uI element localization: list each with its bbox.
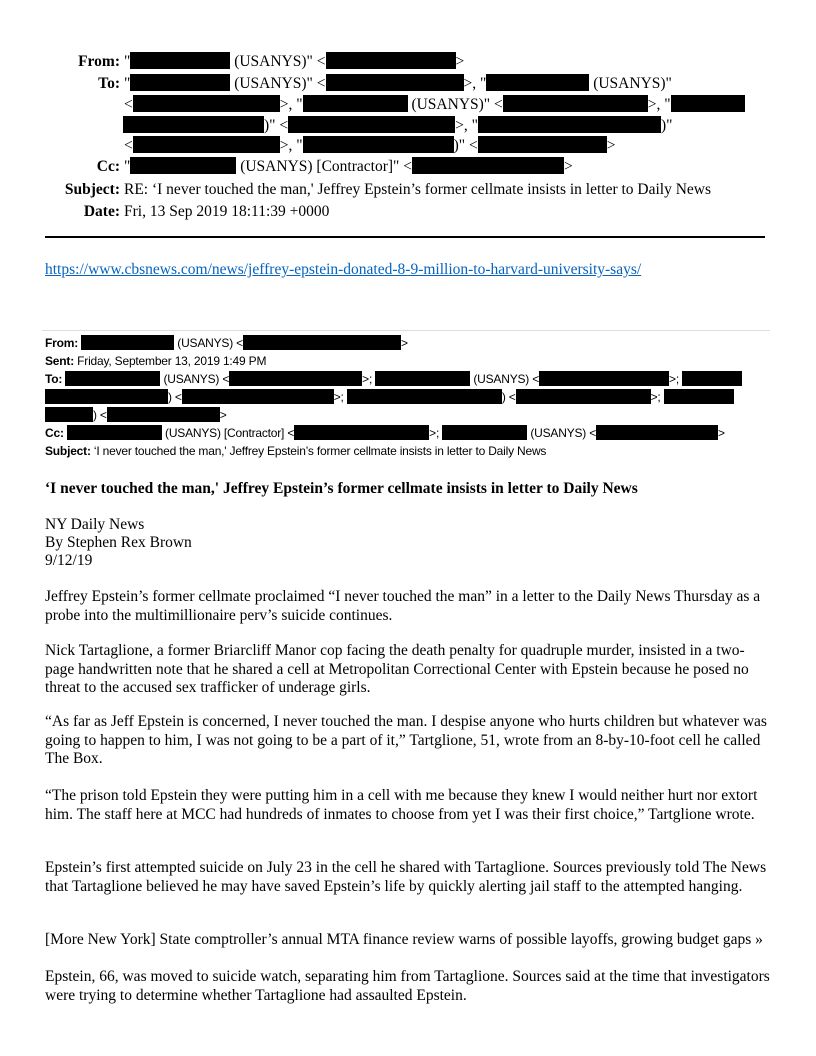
text: (USANYS) < (527, 426, 597, 440)
related-link[interactable]: [More New York] State comptroller’s annual MTA finance review warns of possible layoffs, growing budget gaps » (45, 931, 763, 948)
divider (42, 330, 770, 331)
redaction (486, 74, 589, 91)
text: (USANYS) < (174, 336, 243, 350)
redaction (539, 371, 669, 386)
from-value: " (USANYS)" < > (124, 53, 465, 70)
fwd-cc: Cc: (USANYS) [Contractor] < >; (USANYS) < > (45, 426, 725, 440)
redaction (182, 389, 334, 404)
fwd-subject (45, 443, 546, 460)
redaction (347, 389, 502, 404)
redaction (412, 157, 564, 174)
redaction (130, 157, 236, 174)
article-paragraph: “The prison told Epstein they were putting him in a cell with me because they knew I would neither hurt nor extort him. The staff here at MCC had hundreds of inmates to choose from yet I was their first choice,” Tartglione wrote. (45, 787, 758, 823)
redaction (133, 95, 280, 112)
redaction (229, 371, 362, 386)
article-link[interactable]: https://www.cbsnews.com/news/jeffrey-epstein-donated-8-9-million-to-harvard-university-says/ (45, 261, 642, 278)
redaction (375, 371, 470, 386)
cc-value: " (USANYS) [Contractor]" < > (124, 158, 573, 175)
fwd-to-line2: ) < >; ) < >; (45, 389, 734, 406)
redaction (123, 116, 264, 133)
redaction (503, 95, 648, 112)
text: (USANYS)" < (407, 96, 503, 113)
fwd-to-line3: ) < > (45, 407, 227, 424)
redaction (326, 74, 464, 91)
text: (USANYS)" (589, 75, 672, 92)
redaction (130, 74, 230, 91)
fwd-sent (45, 353, 266, 370)
label: From: (45, 336, 78, 350)
redaction (133, 136, 280, 153)
redaction (288, 116, 455, 133)
subject-label: Subject: (64, 181, 120, 198)
to-value-line4: < >, " )" < > (124, 137, 616, 154)
text: (USANYS)" < (230, 53, 326, 70)
redaction (326, 52, 456, 69)
to-value-line2: < >, " (USANYS)" < >, " (124, 95, 745, 115)
label: To: (45, 372, 63, 386)
date-label: Date: (83, 203, 120, 220)
article-headline: ‘I never touched the man,' Jeffrey Epstein’s former cellmate insists in letter to Daily News (45, 480, 638, 497)
text: (USANYS) < (470, 372, 540, 386)
redaction (478, 116, 661, 133)
redaction (130, 52, 230, 69)
redaction (243, 335, 401, 350)
redaction (682, 371, 742, 386)
article-date: 9/12/19 (45, 552, 93, 569)
subject-value: RE: ‘I never touched the man,' Jeffrey Epstein’s former cellmate insists in letter to Daily News (124, 181, 712, 198)
redaction (81, 335, 174, 350)
article-paragraph: Epstein, 66, was moved to suicide watch, separating him from Tartaglione. Sources said at the time that investigators were trying to determine whether Tartaglione had assaulted Epstein. (45, 968, 770, 1004)
redaction (596, 425, 718, 440)
redaction (45, 389, 168, 404)
from-label: From: (78, 53, 120, 70)
redaction (45, 407, 93, 422)
redaction (671, 95, 745, 112)
label: Sent: (45, 354, 75, 368)
redaction (442, 425, 527, 440)
redaction (303, 136, 454, 153)
article-source: NY Daily News (45, 516, 145, 533)
text: (USANYS) [Contractor] < (161, 426, 295, 440)
article-paragraph: Nick Tartaglione, a former Briarcliff Manor cop facing the death penalty for quadruple murder, insisted in a two-page handwritten note that he shared a cell at Metropolitan Correctional Center with Epstein because he posed no threat to the accused sex trafficker of underage girls. (45, 642, 749, 696)
date-value: Fri, 13 Sep 2019 18:11:39 +0000 (124, 203, 330, 220)
text: ‘I never touched the man,' Jeffrey Epstein’s former cellmate insists in letter to Daily News (93, 444, 547, 458)
cc-label: Cc: (96, 158, 120, 175)
text: (USANYS) < (160, 372, 230, 386)
label: Subject: (45, 444, 91, 458)
to-label: To: (98, 75, 120, 92)
redaction (478, 136, 607, 153)
redaction (107, 407, 220, 422)
redaction (664, 389, 734, 404)
redaction (516, 389, 651, 404)
divider (45, 236, 765, 238)
redaction (65, 371, 160, 386)
text: (USANYS)" < (230, 75, 326, 92)
text: (USANYS) [Contractor]" < (236, 158, 412, 175)
text: Friday, September 13, 2019 1:49 PM (77, 354, 267, 368)
to-value-line1: " (USANYS)" < >, " (USANYS)" (124, 75, 672, 92)
to-value-line3: )" < >, " )" (123, 116, 672, 136)
fwd-to-line1: To: (USANYS) < >; (USANYS) < >; (45, 371, 742, 388)
redaction (303, 95, 408, 112)
redaction (67, 425, 162, 440)
article-paragraph: Epstein’s first attempted suicide on July 23 in the cell he shared with Tartaglione. Sources previously told The News that Tartaglione believed he may have saved Epstein’s life by quickly alerting jail staff to the attempted hanging. (45, 859, 767, 895)
fwd-from: From: (USANYS) < > (45, 336, 408, 350)
article-paragraph: “As far as Jeff Epstein is concerned, I never touched the man. I despise anyone who hurts children but whatever was going to happen to him, I was not going to be a part of it,” Tartglione, 51, wrote from an 8-by-10-foot cell he called The Box. (45, 713, 767, 767)
article-paragraph: Jeffrey Epstein’s former cellmate proclaimed “I never touched the man” in a letter to the Daily News Thursday as a probe into the multimillionaire perv’s suicide continues. (45, 588, 761, 624)
article-byline: By Stephen Rex Brown (45, 534, 192, 551)
label: Cc: (45, 426, 64, 440)
redaction (294, 425, 429, 440)
